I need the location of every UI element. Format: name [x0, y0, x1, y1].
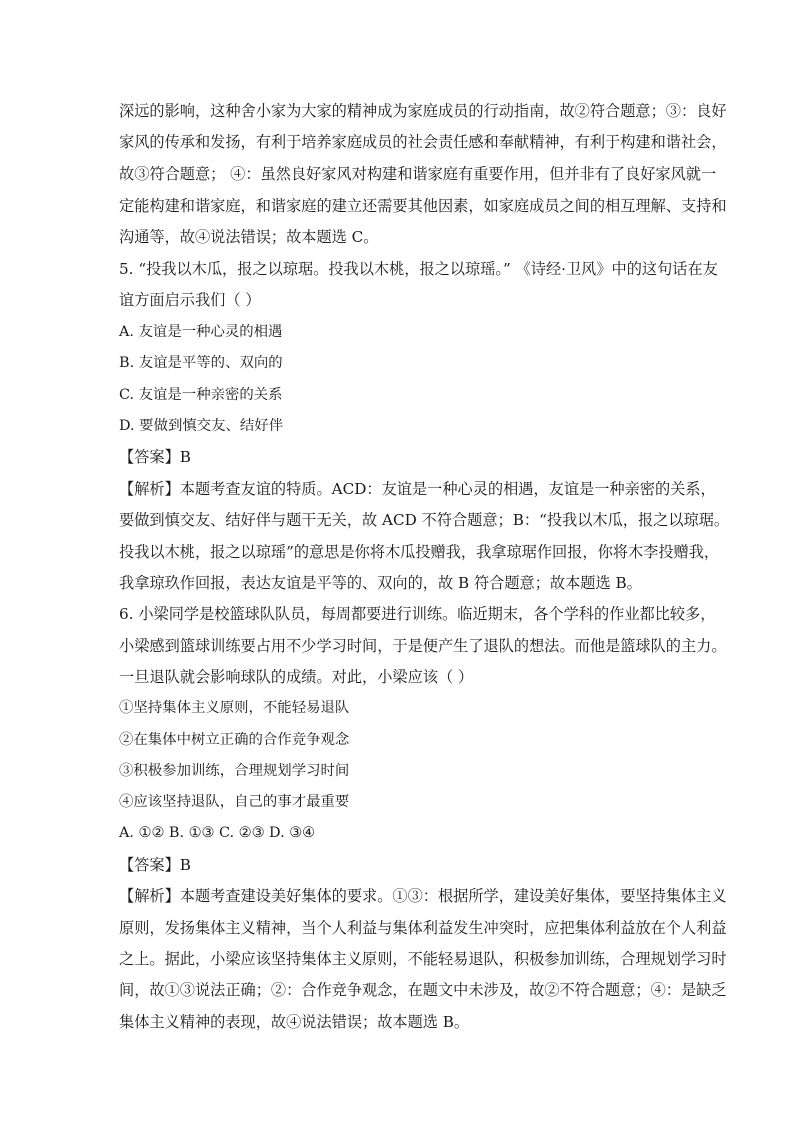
statement-1: ①坚持集体主义原则，不能轻易退队 — [119, 700, 350, 716]
text-line: 深远的影响，这种舍小家为大家的精神成为家庭成员的行动指南，故②符合题意；③：良好 — [119, 102, 727, 120]
statement-4: ④应该坚持退队，自己的事才最重要 — [119, 794, 350, 810]
analysis-text: 之上。据此，小梁应该坚持集体主义原则，不能轻易退队，积极参加训练，合理规划学习时 — [119, 950, 727, 968]
analysis-text: 投我以木桃，报之以琼瑶”的意思是你将木瓜投赠我，我拿琼琚作回报，你将木李投赠我， — [119, 543, 720, 561]
option-d: D. 要做到慎交友、结好伴 — [119, 418, 284, 434]
text-line: 家风的传承和发扬，有利于培养家庭成员的社会责任感和奉献精神，有利于构建和谐社会， — [119, 133, 727, 151]
text-line: 定能构建和谐家庭，和谐家庭的建立还需要其他因素，如家庭成员之间的相互理解、支持和 — [119, 197, 727, 215]
question-6-stem: 一旦退队就会影响球队的成绩。对此，小梁应该（ ） — [119, 668, 474, 686]
statement-3: ③积极参加训练，合理规划学习时间 — [119, 763, 350, 779]
analysis-text: 【解析】本题考查友谊的特质。ACD：友谊是一种心灵的相遇，友谊是一种亲密的关系， — [119, 480, 716, 498]
analysis-text: 【解析】本题考查建设美好集体的要求。①③：根据所学，建设美好集体，要坚持集体主义 — [119, 887, 727, 905]
choice-options: A. ①② B. ①③ C. ②③ D. ③④ — [119, 825, 316, 841]
analysis-text: 我拿琼玖作回报，表达友谊是平等的、双向的，故 B 符合题意；故本题选 B。 — [119, 574, 642, 592]
analysis-text: 原则，发扬集体主义精神，当个人利益与集体利益发生冲突时，应把集体利益放在个人利益 — [119, 919, 727, 937]
question-6-stem: 6. 小梁同学是校篮球队队员，每周都要进行训练。临近期末，各个学科的作业都比较多， — [119, 605, 716, 623]
question-6-stem: 小梁感到篮球训练要占用不少学习时间，于是便产生了退队的想法。而他是篮球队的主力。 — [119, 637, 727, 655]
option-a: A. 友谊是一种心灵的相遇 — [119, 324, 283, 340]
text-line: 故③符合题意； ④：虽然良好家风对构建和谐家庭有重要作用，但并非有了良好家风就一 — [119, 165, 717, 183]
question-5-stem: 谊方面启示我们（ ） — [119, 291, 261, 309]
answer-label: 【答案】B — [119, 448, 191, 466]
question-5-stem: 5. “投我以木瓜，报之以琼琚。投我以木桃，报之以琼瑶。” 《诗经·卫风》中的这句话在友 — [119, 260, 718, 278]
text-line: 沟通等，故④说法错误；故本题选 C。 — [119, 228, 379, 246]
analysis-text: 要做到慎交友、结好伴与题干无关，故 ACD 不符合题意；B：“投我以木瓜，报之以琼琚。 — [119, 511, 730, 529]
analysis-text: 间，故①③说法正确；②：合作竞争观念，在题文中未涉及，故②不符合题意；④：是缺乏 — [119, 981, 727, 999]
answer-label: 【答案】B — [119, 856, 191, 874]
statement-2: ②在集体中树立正确的合作竞争观念 — [119, 732, 350, 748]
option-c: C. 友谊是一种亲密的关系 — [119, 387, 283, 403]
option-b: B. 友谊是平等的、双向的 — [119, 355, 283, 371]
analysis-text: 集体主义精神的表现，故④说法错误；故本题选 B。 — [119, 1013, 470, 1031]
